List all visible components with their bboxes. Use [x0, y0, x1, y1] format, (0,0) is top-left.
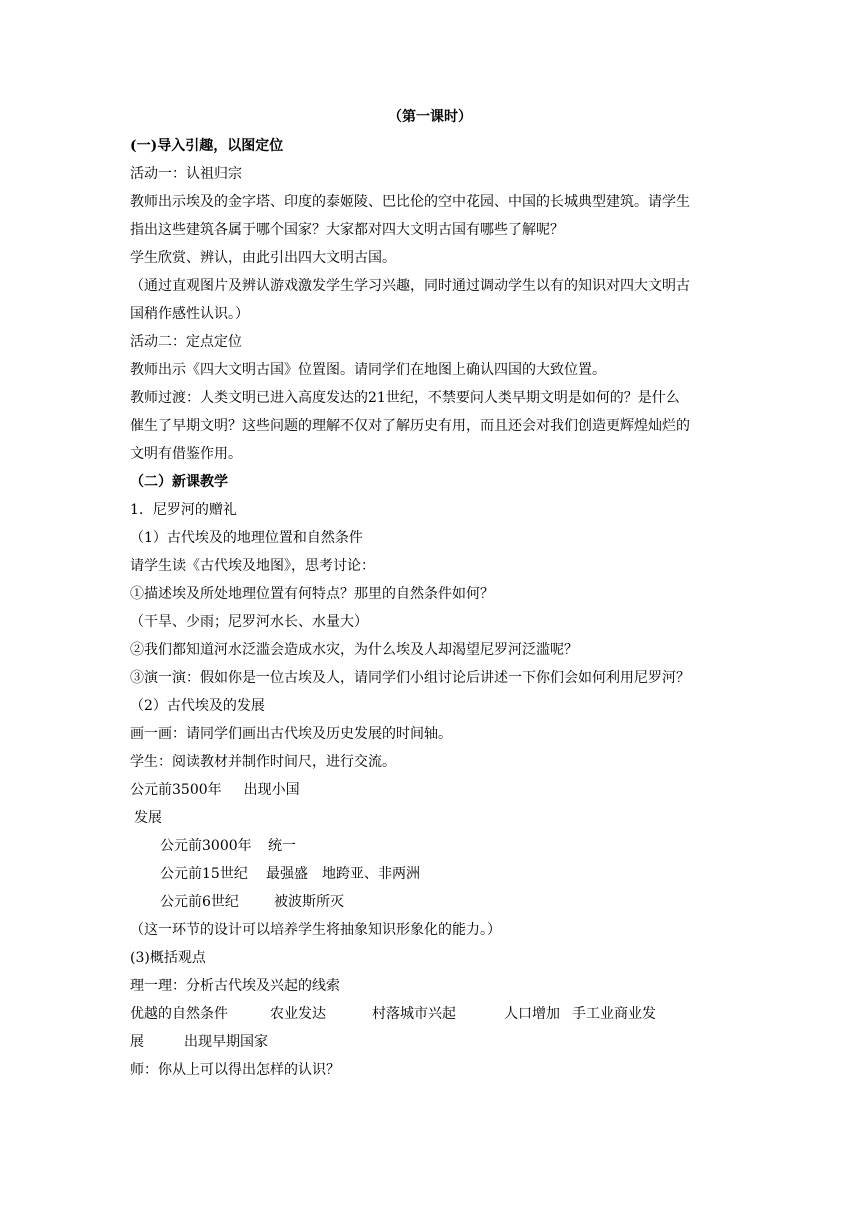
teacher-question: 师：你从上可以得出怎样的认识？ — [130, 1062, 340, 1078]
subsection-heading: (3)概括观点 — [130, 950, 206, 966]
question-line: ②我们都知道河水泛滥会造成水灾，为什么埃及人却渴望尼罗河泛滥呢？ — [130, 642, 578, 658]
paragraph-line: 学生欣赏、辨认，由此引出四大文明古国。 — [130, 250, 396, 266]
question-line: ①描述埃及所处地理位置有何特点？那里的自然条件如何？ — [130, 586, 494, 602]
paragraph-line: 理一理：分析古代埃及兴起的线索 — [130, 978, 340, 994]
paragraph-line: 教师出示埃及的金字塔、印度的泰姬陵、巴比伦的空中花园、中国的长城典型建筑。请学生 — [130, 194, 690, 210]
chain-item: 手工业商业发 — [572, 1006, 656, 1022]
timeline-event: 出现小国 — [243, 782, 300, 798]
timeline-date: 公元前15世纪 — [160, 866, 248, 882]
chain-item: 优越的自然条件 — [130, 1006, 228, 1022]
section-heading-new-lesson: （二）新课教学 — [130, 474, 228, 490]
question-line: ③演一演：假如你是一位古埃及人，请同学们小组讨论后讲述一下你们会如何利用尼罗河？ — [130, 670, 690, 686]
timeline-date: 公元前3000年 — [160, 838, 252, 854]
subsection-heading: （2）古代埃及的发展 — [130, 698, 265, 714]
timeline-date: 公元前3500年 — [130, 782, 222, 798]
lesson-title: （第一课时） — [388, 109, 472, 125]
activity-two-heading: 活动二：定点定位 — [130, 334, 242, 350]
timeline-develop-label: 发展 — [134, 810, 162, 826]
timeline-event: 统一 — [268, 838, 296, 854]
section-heading-intro: (一)导入引趣，以图定位 — [130, 138, 284, 154]
subsection-heading: 1．尼罗河的赠礼 — [130, 502, 237, 518]
timeline-event: 最强盛 地跨亚、非两洲 — [266, 866, 420, 882]
timeline-start-row — [130, 780, 300, 800]
timeline-date: 公元前6世纪 — [160, 894, 239, 910]
activity-one-heading: 活动一：认祖归宗 — [130, 166, 242, 182]
paragraph-line: 指出这些建筑各属于哪个国家？大家都对四大文明古国有哪些了解呢？ — [130, 222, 564, 238]
subsection-heading: （1）古代埃及的地理位置和自然条件 — [130, 530, 363, 546]
paragraph-line: （这一环节的设计可以培养学生将抽象知识形象化的能力。） — [130, 922, 501, 938]
timeline-event: 被波斯所灭 — [274, 894, 344, 910]
chain-item: 人口增加 — [504, 1006, 560, 1022]
paragraph-line: 教师出示《四大文明古国》位置图。请同学们在地图上确认四国的大致位置。 — [130, 362, 606, 378]
paragraph-line: 请学生读《古代埃及地图》，思考讨论： — [130, 558, 375, 574]
paragraph-line: 画一画：请同学们画出古代埃及历史发展的时间轴。 — [130, 726, 452, 742]
paragraph-line: 文明有借鉴作用。 — [130, 446, 242, 462]
paragraph-line: 国稍作感性认识。） — [130, 306, 249, 322]
chain-item: 农业发达 — [270, 1006, 326, 1022]
answer-line: （干旱、少雨；尼罗河水长、水量大） — [130, 614, 368, 630]
paragraph-line: 催生了早期文明？这些问题的理解不仅对了解历史有用，而且还会对我们创造更辉煌灿烂的 — [130, 418, 690, 434]
chain-item: 出现早期国家 — [184, 1034, 268, 1050]
paragraph-line: 教师过渡：人类文明已进入高度发达的21世纪，不禁要问人类早期文明是如何的？是什么 — [130, 390, 680, 406]
paragraph-line: （通过直观图片及辨认游戏激发学生学习兴趣，同时通过调动学生以有的知识对四大文明古 — [130, 278, 690, 294]
chain-item-continuation: 展 — [130, 1034, 144, 1050]
chain-item: 村落城市兴起 — [372, 1006, 456, 1022]
paragraph-line: 学生：阅读教材并制作时间尺，进行交流。 — [130, 754, 396, 770]
